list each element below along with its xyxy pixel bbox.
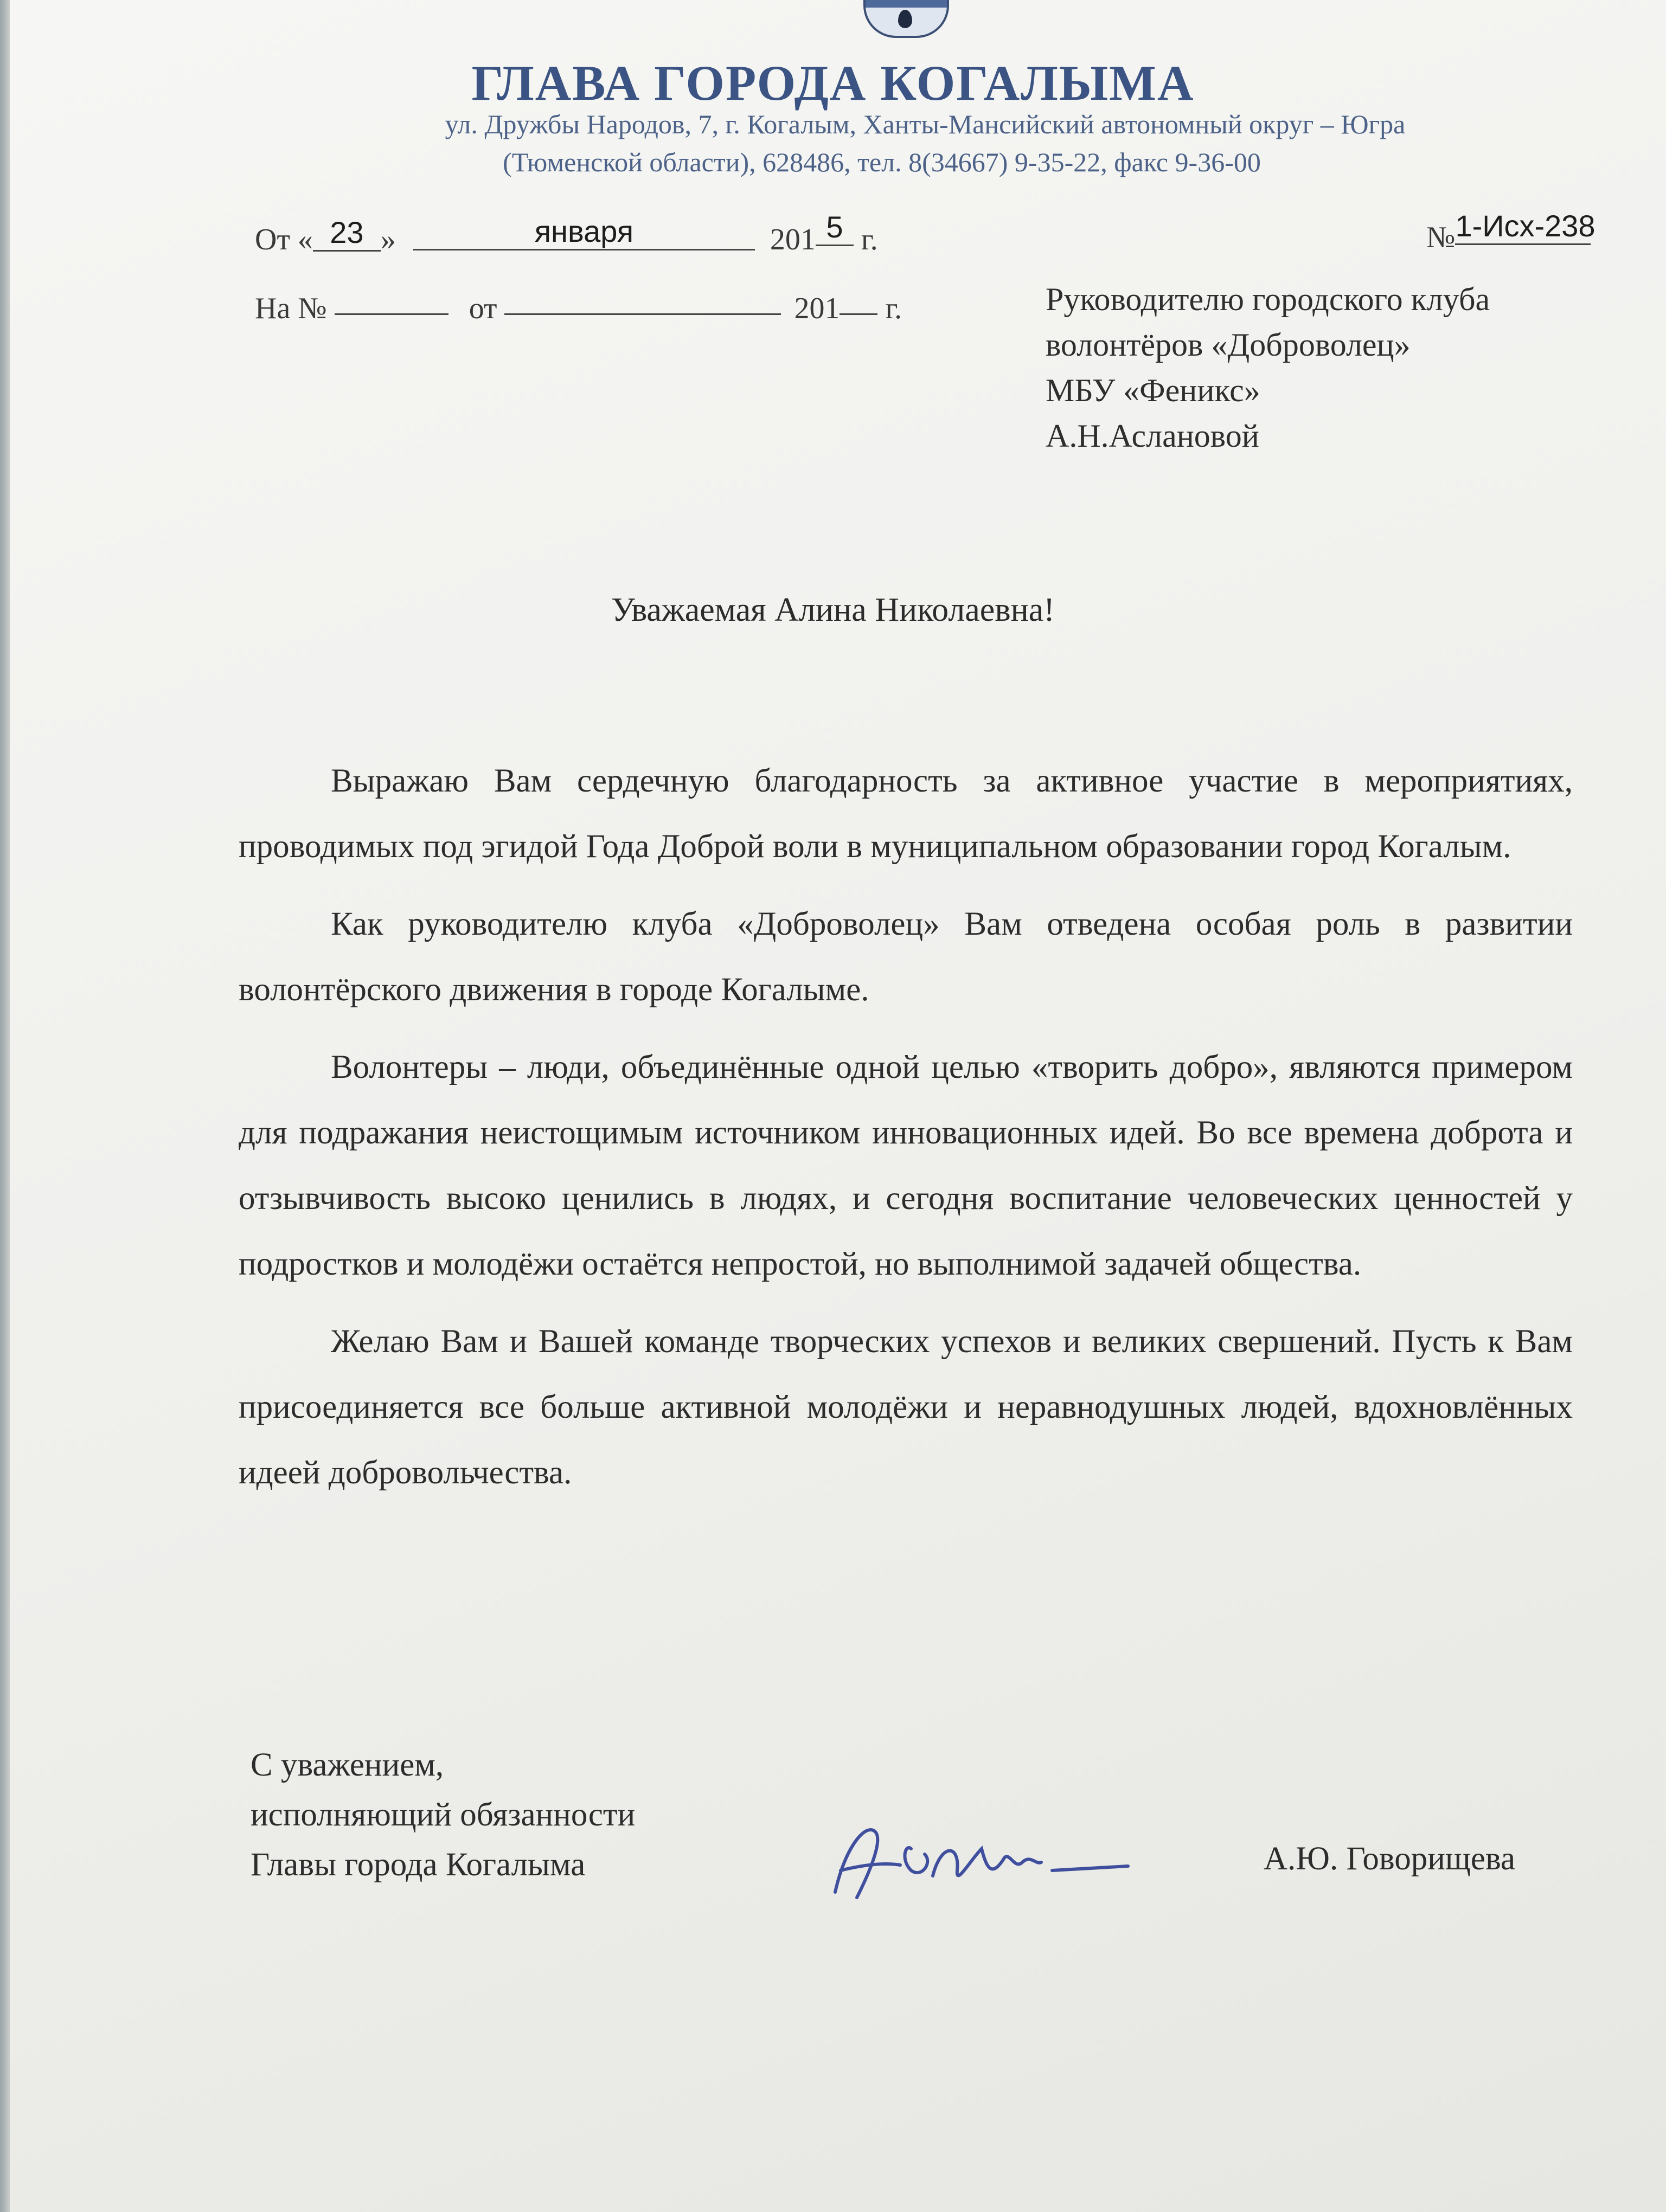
oil-drop-icon (898, 10, 912, 28)
recipient-name: А.Н.Аслановой (1046, 418, 1259, 454)
letter-body (239, 748, 1573, 1517)
outgoing-date-line (255, 210, 878, 258)
date-day: 23 (313, 215, 381, 252)
reply-prefix: На № (255, 292, 327, 325)
date-year-digit: 5 (816, 209, 854, 246)
closing-line: исполняющий обязанности (251, 1797, 636, 1833)
outgoing-number-value: 1-Исх-238 (1455, 208, 1591, 245)
letterhead-address: ул. Дружбы Народов, 7, г. Когалым, Ханты-Мансийский автономный округ – Югра (445, 109, 1406, 139)
signature-icon (824, 1811, 1161, 1919)
body-paragraph: Желаю Вам и Вашей команде творческих успехов и великих свершений. Пусть к Вам присоединяется все больше активной молодёжи и неравнодушных людей, вдохновлённых идеей добровольчества. (239, 1323, 1573, 1491)
closing-line: С уважением, (251, 1747, 444, 1783)
closing-block (251, 1740, 635, 1890)
body-paragraph: Волонтеры – люди, объединённые одной целью «творить добро», являются примером для подражания неистощимым источником инновационных идей. Во все времена доброта и отзывчивость высоко ценились в людях, и сегодня воспитание человеческих ценностей у подростков и молодёжи остаётся непростой, но выполнимой задачей общества. (239, 1049, 1573, 1282)
signer-name: А.Ю. Говорищева (1264, 1841, 1516, 1877)
emblem-band (866, 0, 947, 8)
recipient-line: Руководителю городского клуба (1046, 281, 1490, 317)
letterhead-title: ГЛАВА ГОРОДА КОГАЛЫМА (471, 55, 1195, 111)
reply-date-field (504, 283, 781, 315)
reply-reference-line (255, 286, 902, 326)
year-prefix: 201 (770, 223, 816, 256)
recipient-block (1046, 276, 1490, 459)
recipient-line: волонтёров «Доброволец» (1046, 327, 1411, 363)
reply-year-suffix: г. (885, 292, 902, 325)
date-month: января (413, 214, 755, 250)
body-paragraph: Как руководителю клуба «Доброволец» Вам отведена особая роль в развитии волонтёрского движения в городе Когалыме. (239, 906, 1573, 1008)
day-suffix: » (380, 223, 396, 256)
outgoing-number (1426, 208, 1595, 254)
body-paragraph: Выражаю Вам сердечную благодарность за активное участие в мероприятиях, проводимых под эгидой Года Доброй воли в муниципальном образовании город Когалым. (239, 763, 1573, 865)
from-prefix: От « (255, 223, 313, 256)
salutation: Уважаемая Алина Николаевна! (611, 591, 1055, 628)
handwritten-signature (824, 1811, 1161, 1919)
reply-year-prefix: 201 (794, 292, 840, 325)
reply-number-field (335, 283, 448, 315)
year-suffix: г. (861, 223, 878, 256)
reply-from-label: от (469, 292, 497, 325)
closing-line: Главы города Когалыма (251, 1847, 586, 1883)
number-prefix: № (1426, 221, 1456, 254)
reply-year-field (840, 283, 877, 315)
letterhead-contacts: (Тюменской области), 628486, тел. 8(34667) 9-35-22, факс 9-36-00 (503, 147, 1261, 177)
recipient-line: МБУ «Феникс» (1046, 372, 1260, 408)
